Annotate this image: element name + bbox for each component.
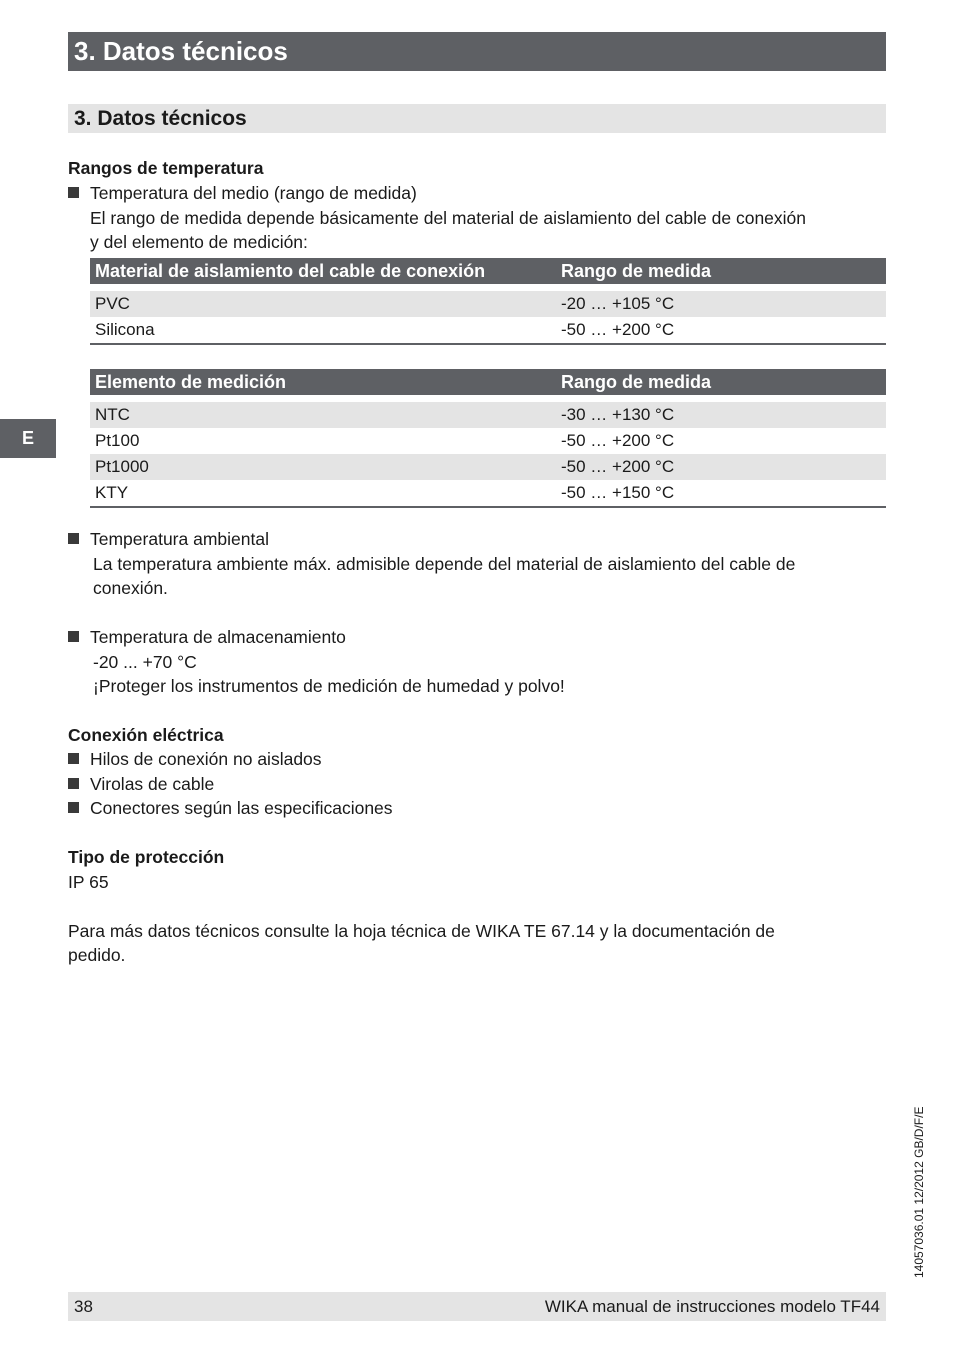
medium-temperature-text-2: y del elemento de medición: — [90, 232, 308, 252]
electrical-connection-heading: Conexión eléctrica — [68, 725, 224, 745]
column-header: Elemento de medición — [95, 372, 287, 392]
table-cell: -50 … +200 °C — [561, 320, 675, 339]
closing-text-1: Para más datos técnicos consulte la hoja técnica de WIKA TE 67.14 y la documentación de — [68, 921, 775, 941]
list-item: Hilos de conexión no aislados — [90, 749, 322, 769]
table-cell: -20 … +105 °C — [561, 294, 675, 313]
list-item: Conectores según las especificaciones — [90, 798, 393, 818]
table-row — [90, 428, 886, 454]
section-title: 3. Datos técnicos — [68, 104, 886, 133]
table-cell: -50 … +200 °C — [561, 431, 675, 450]
table-bottom-rule — [90, 343, 886, 345]
table-cell: -50 … +200 °C — [561, 457, 675, 476]
page-number: 38 — [74, 1297, 93, 1316]
table-header — [90, 369, 886, 395]
column-header: Rango de medida — [561, 261, 712, 281]
list-item: Virolas de cable — [90, 774, 215, 794]
storage-temperature-label: Temperatura de almacenamiento — [90, 627, 346, 647]
table-cell: NTC — [95, 405, 130, 424]
bullet-square-icon — [68, 778, 79, 789]
table-bottom-rule — [90, 506, 886, 508]
page-footer — [68, 1292, 886, 1321]
ambient-temperature-text-1: La temperatura ambiente máx. admisible depende del material de aislamiento del cable de — [93, 554, 796, 574]
protection-value: IP 65 — [68, 872, 109, 892]
bullet-square-icon — [68, 533, 79, 544]
column-header: Rango de medida — [561, 372, 712, 392]
table-cell: Pt1000 — [95, 457, 149, 476]
table-cell: -30 … +130 °C — [561, 405, 675, 424]
ambient-temperature-label: Temperatura ambiental — [90, 529, 269, 549]
bullet-square-icon — [68, 802, 79, 813]
document-number: 14057036.01 12/2012 GB/D/F/E — [912, 1106, 926, 1278]
table-row — [90, 480, 886, 506]
bullet-square-icon — [68, 631, 79, 642]
table-cell: Pt100 — [95, 431, 140, 450]
table-cell: PVC — [95, 294, 130, 313]
medium-temperature-label: Temperatura del medio (rango de medida) — [90, 183, 417, 203]
language-tab: E — [0, 419, 56, 458]
medium-temperature-text-1: El rango de medida depende básicamente del material de aislamiento del cable de conexión — [90, 208, 807, 228]
table-cell: Silicona — [95, 320, 155, 339]
temperature-ranges-heading: Rangos de temperatura — [68, 158, 264, 178]
sensor-element-table — [90, 369, 886, 508]
chapter-title: 3. Datos técnicos — [68, 32, 886, 71]
table-cell: -50 … +150 °C — [561, 483, 675, 502]
column-header: Material de aislamiento del cable de conexión — [95, 261, 486, 281]
table-row — [90, 291, 886, 317]
ambient-temperature-text-2: conexión. — [93, 578, 168, 598]
footer-title: WIKA manual de instrucciones modelo TF44 — [544, 1297, 880, 1316]
table-row — [90, 317, 886, 343]
bullet-square-icon — [68, 753, 79, 764]
table-row — [90, 454, 886, 480]
table-header — [90, 258, 886, 284]
table-row — [90, 402, 886, 428]
table-cell: KTY — [95, 483, 129, 502]
cable-insulation-table — [90, 258, 886, 345]
storage-temperature-value: -20 ... +70 °C — [93, 652, 197, 672]
storage-note: ¡Proteger los instrumentos de medición de humedad y polvo! — [93, 676, 565, 696]
bullet-square-icon — [68, 187, 79, 198]
closing-text-2: pedido. — [68, 945, 126, 965]
protection-heading: Tipo de protección — [68, 847, 225, 867]
